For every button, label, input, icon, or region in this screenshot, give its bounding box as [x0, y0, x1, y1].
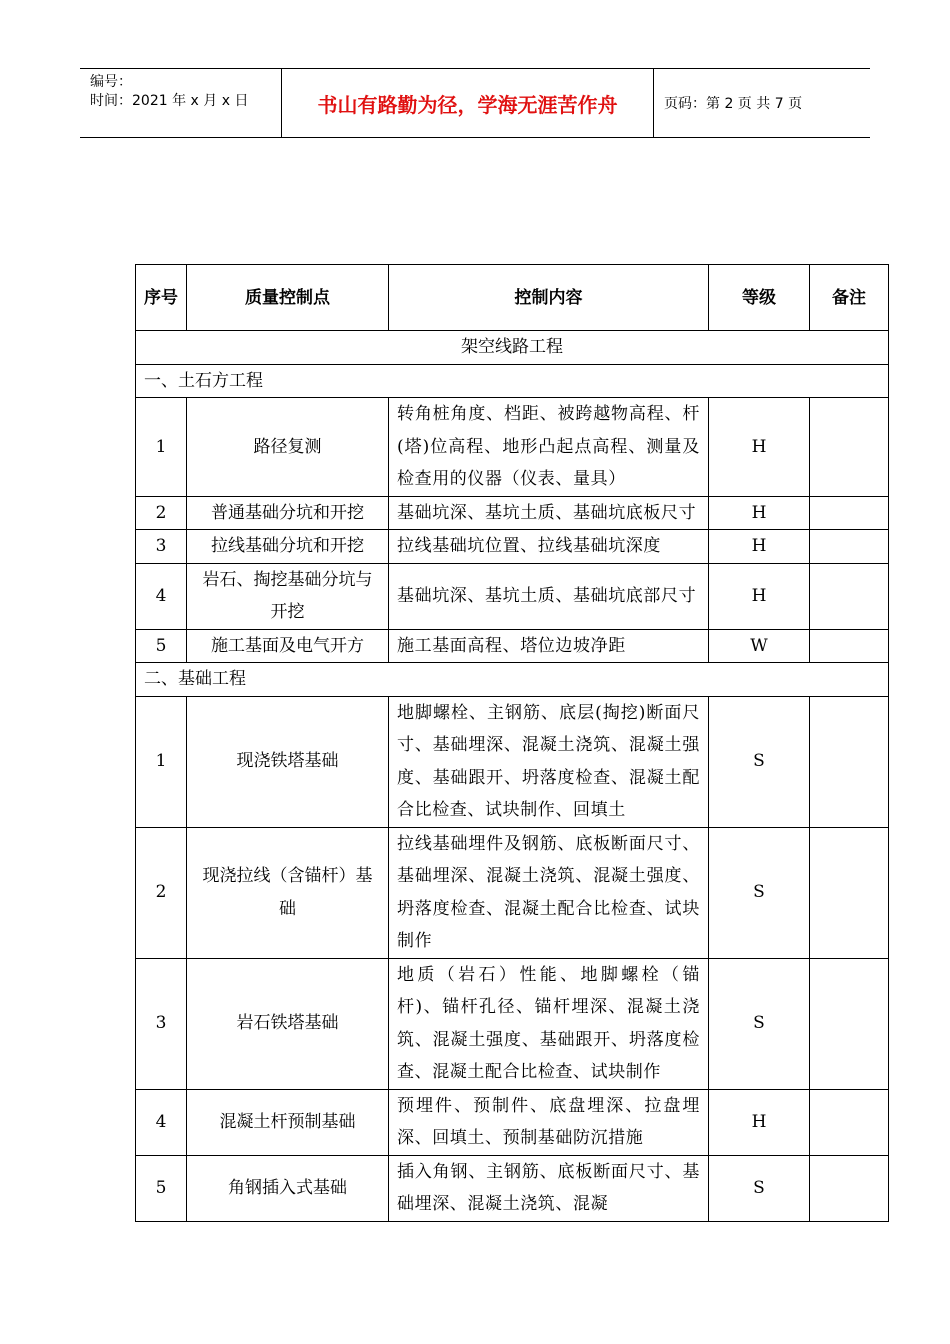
section-title: 二、基础工程 [136, 663, 889, 697]
cell-level: S [709, 827, 810, 958]
cell-level: W [709, 629, 810, 663]
table-title: 架空线路工程 [136, 331, 889, 365]
cell-note [810, 530, 889, 564]
table-row [136, 1089, 889, 1155]
section-title: 一、土石方工程 [136, 364, 889, 398]
cell-control-point: 现浇铁塔基础 [187, 696, 389, 827]
cell-level: S [709, 1155, 810, 1221]
table-row [136, 1155, 889, 1221]
cell-level: H [709, 398, 810, 497]
col-header-level: 等级 [709, 265, 810, 331]
table-row [136, 398, 889, 497]
cell-control-content: 拉线基础坑位置、拉线基础坑深度 [389, 530, 709, 564]
col-header-content: 控制内容 [389, 265, 709, 331]
cell-control-content: 地脚螺栓、主钢筋、底层(掏挖)断面尺寸、基础埋深、混凝土浇筑、混凝土强度、基础跟开、坍落度检查、混凝土配合比检查、试块制作、回填土 [389, 696, 709, 827]
cell-control-content: 基础坑深、基坑土质、基础坑底板尺寸 [389, 496, 709, 530]
table-row [136, 696, 889, 827]
table-row [136, 530, 889, 564]
section-row [136, 364, 889, 398]
cell-control-point: 岩石、掏挖基础分坑与开挖 [187, 563, 389, 629]
cell-control-point: 岩石铁塔基础 [187, 958, 389, 1089]
section-row [136, 663, 889, 697]
table-title-row [136, 331, 889, 365]
cell-control-point: 拉线基础分坑和开挖 [187, 530, 389, 564]
cell-note [810, 696, 889, 827]
cell-control-content: 地质（岩石）性能、地脚螺栓（锚杆)、锚杆孔径、锚杆埋深、混凝土浇筑、混凝土强度、基础跟开、坍落度检查、混凝土配合比检查、试块制作 [389, 958, 709, 1089]
cell-control-point: 混凝土杆预制基础 [187, 1089, 389, 1155]
table-body [136, 331, 889, 1222]
cell-no: 5 [136, 629, 187, 663]
cell-level: H [709, 1089, 810, 1155]
document-date: 时间：2021 年 x 月 x 日 [90, 93, 249, 109]
page-number: 页码：第 2 页 共 7 页 [664, 96, 803, 112]
cell-control-content: 转角桩角度、档距、被跨越物高程、杆(塔)位高程、地形凸起点高程、测量及检查用的仪器（仪表、量具） [389, 398, 709, 497]
cell-note [810, 496, 889, 530]
cell-control-content: 基础坑深、基坑土质、基础坑底部尺寸 [389, 563, 709, 629]
cell-no: 2 [136, 496, 187, 530]
table-row [136, 958, 889, 1089]
cell-no: 5 [136, 1155, 187, 1221]
cell-note [810, 827, 889, 958]
page-header [80, 68, 870, 138]
cell-control-point: 路径复测 [187, 398, 389, 497]
cell-no: 4 [136, 563, 187, 629]
cell-control-content: 拉线基础埋件及钢筋、底板断面尺寸、基础埋深、混凝土浇筑、混凝土强度、坍落度检查、混凝土配合比检查、试块制作 [389, 827, 709, 958]
cell-no: 3 [136, 530, 187, 564]
cell-level: S [709, 958, 810, 1089]
table-header-row [136, 265, 889, 331]
cell-note [810, 1089, 889, 1155]
cell-note [810, 1155, 889, 1221]
table-row [136, 827, 889, 958]
cell-control-point: 现浇拉线（含锚杆）基础 [187, 827, 389, 958]
col-header-note: 备注 [810, 265, 889, 331]
cell-note [810, 398, 889, 497]
cell-level: S [709, 696, 810, 827]
cell-no: 1 [136, 696, 187, 827]
header-motto: 书山有路勤为径，学海无涯苦作舟 [282, 69, 654, 137]
cell-no: 2 [136, 827, 187, 958]
cell-level: H [709, 530, 810, 564]
cell-note [810, 629, 889, 663]
quality-control-table [135, 264, 889, 1222]
cell-control-content: 施工基面高程、塔位边坡净距 [389, 629, 709, 663]
cell-control-content: 插入角钢、主钢筋、底板断面尺寸、基础埋深、混凝土浇筑、混凝 [389, 1155, 709, 1221]
cell-level: H [709, 563, 810, 629]
cell-no: 3 [136, 958, 187, 1089]
table-row [136, 563, 889, 629]
cell-control-point: 角钢插入式基础 [187, 1155, 389, 1221]
table-row [136, 496, 889, 530]
col-header-no: 序号 [136, 265, 187, 331]
header-meta [80, 69, 282, 137]
cell-control-content: 预埋件、预制件、底盘埋深、拉盘埋深、回填土、预制基础防沉措施 [389, 1089, 709, 1155]
document-number: 编号： [90, 74, 132, 90]
cell-no: 1 [136, 398, 187, 497]
cell-control-point: 普通基础分坑和开挖 [187, 496, 389, 530]
cell-no: 4 [136, 1089, 187, 1155]
cell-note [810, 958, 889, 1089]
col-header-point: 质量控制点 [187, 265, 389, 331]
table-row [136, 629, 889, 663]
cell-level: H [709, 496, 810, 530]
cell-note [810, 563, 889, 629]
cell-control-point: 施工基面及电气开方 [187, 629, 389, 663]
